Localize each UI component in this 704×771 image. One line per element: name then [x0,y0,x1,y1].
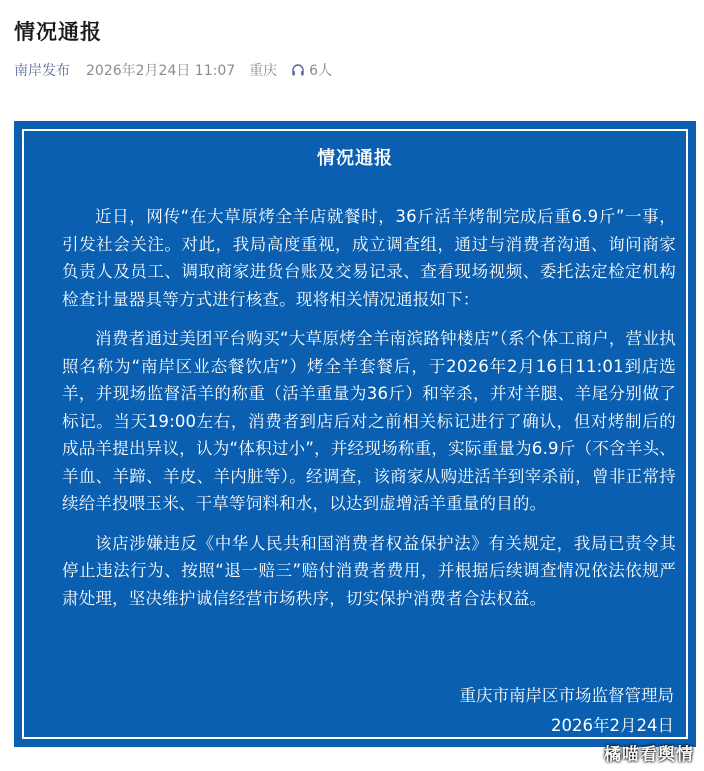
notice-paragraph-3: 该店涉嫌违反《中华人民共和国消费者权益保护法》有关规定，我局已责令其停止违法行为、按照“退一赔三”赔付消费者费用，并根据后续调查情况依法依规严肃处理，坚决维护诚信经营市场秩序，切实保护消费者合法权益。 [62,533,676,608]
notice-card [14,121,696,747]
notice-paragraph-2: 消费者通过美团平台购买“大草原烤全羊南滨路钟楼店”（系个体工商户，营业执照名称为“南岸区业态餐饮店”）烤全羊套餐后，于2026年2月16日11:01到店选羊，并现场监督活羊的称重（活羊重量为36斤）和宰杀，并对羊腿、羊尾分别做了标记。当天19:00左右，消费者到店后对之前相关标记进行了确认，但对烤制后的成品羊提出异议，认为“体积过小”，并经现场称重，实际重量为6.9斤（不含羊头、羊血、羊蹄、羊皮、羊内脏等）。经调查，该商家从购进活羊到宰杀前，曾非正常持续给羊投喂玉米、干草等饲料和水，以达到虚增活羊重量的目的。 [62,329,676,513]
notice-title: 情况通报 [317,148,393,169]
source-link[interactable]: 南岸发布 [14,63,70,79]
page-title: 情况通报 [14,20,102,44]
publish-time: 2026年2月24日 11:07 [86,63,236,79]
article-meta [14,60,332,80]
publish-location: 重庆 [249,63,278,79]
notice-body [62,203,676,624]
watermark: 橘喵看舆情 [604,745,694,765]
listen-count-label: 6人 [309,63,333,79]
signature-org: 重庆市南岸区市场监督管理局 [459,686,674,705]
signature-date: 2026年2月24日 [551,716,674,735]
listen-count[interactable] [291,60,332,80]
notice-paragraph-1: 近日，网传“在大草原烤全羊店就餐时，36斤活羊烤制完成后重6.9斤”一事，引发社会关注。对此，我局高度重视，成立调查组，通过与消费者沟通、询问商家负责人及员工、调取商家进货台账及交易记录、查看现场视频、委托法定检定机构检查计量器具等方式进行核查。现将相关情况通报如下： [62,207,676,309]
notice-signature [460,681,675,741]
headphones-icon [291,63,305,77]
